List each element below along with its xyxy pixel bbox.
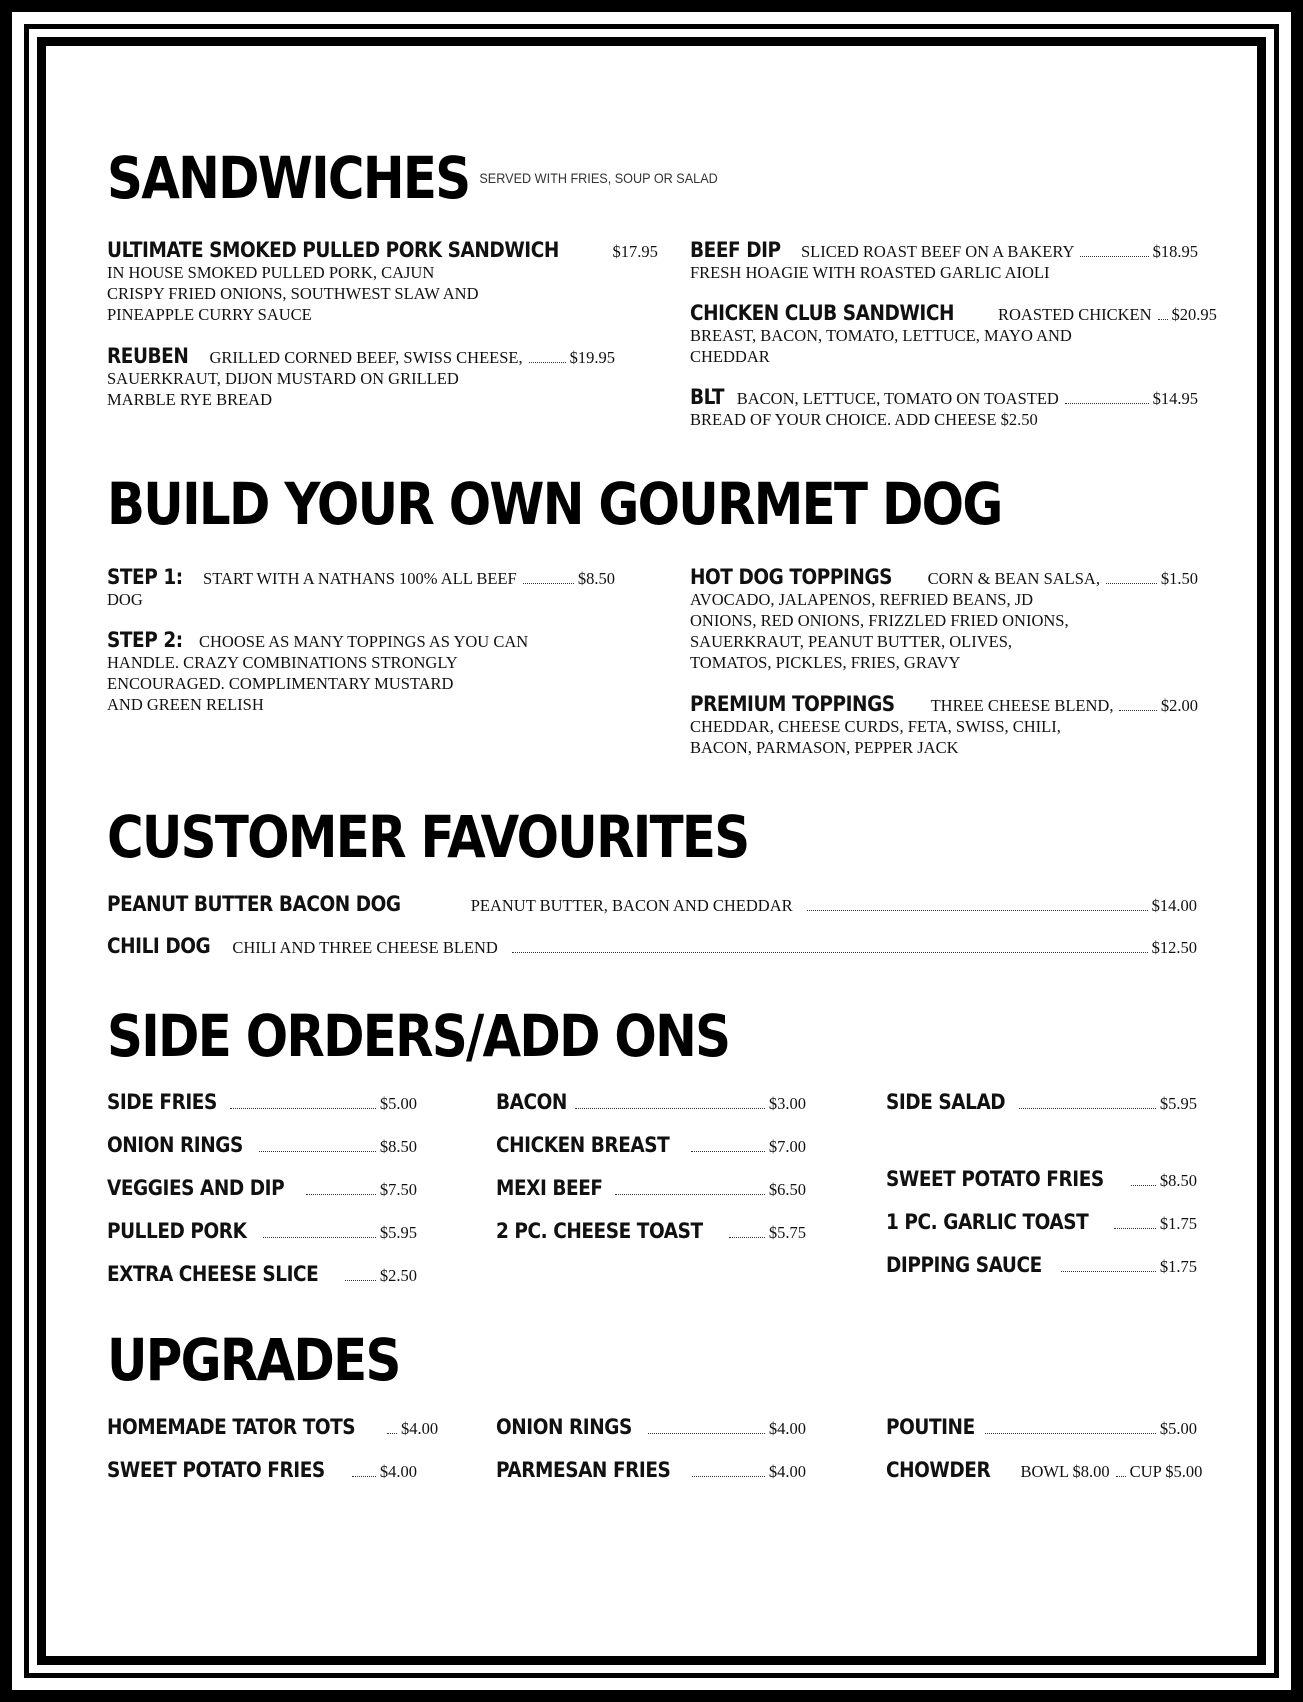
side-item xyxy=(107,1264,417,1286)
item-name: HOT DOG TOPPINGS xyxy=(690,565,893,589)
menu-item-chili-dog xyxy=(107,936,1197,958)
item-price: $2.50 xyxy=(379,1266,417,1285)
side-column-2 xyxy=(496,1092,806,1264)
side-item xyxy=(496,1135,806,1157)
dot-leader xyxy=(1019,1108,1155,1109)
side-item xyxy=(496,1092,806,1114)
item-desc: PINEAPPLE CURRY SAUCE xyxy=(107,305,312,324)
item-name: SIDE FRIES xyxy=(107,1090,217,1114)
item-desc: DOG xyxy=(107,590,143,609)
upgrade-item xyxy=(496,1460,806,1482)
item-desc: HANDLE. CRAZY COMBINATIONS STRONGLY xyxy=(107,653,458,672)
menu-item-step-2 xyxy=(107,630,615,715)
upgrade-item xyxy=(107,1415,439,1439)
dot-leader xyxy=(985,1433,1156,1434)
item-price: $5.95 xyxy=(379,1223,417,1242)
section-title-sandwiches xyxy=(107,144,719,212)
dot-leader xyxy=(1131,1185,1155,1186)
item-desc: CHEDDAR xyxy=(690,347,770,366)
sandwiches-subtitle: SERVED WITH FRIES, SOUP OR SALAD xyxy=(479,170,719,186)
item-inline-desc: CHOOSE AS MANY TOPPINGS AS YOU CAN xyxy=(199,632,529,651)
section-title-gourmet-dog: BUILD YOUR OWN GOURMET DOG xyxy=(107,470,1002,538)
side-item xyxy=(886,1169,1197,1191)
menu-item-chicken-club xyxy=(690,301,1217,367)
dot-leader xyxy=(691,1151,765,1152)
item-name: CHOWDER xyxy=(886,1458,991,1482)
item-name: REUBEN xyxy=(107,344,189,368)
item-name: 2 PC. CHEESE TOAST xyxy=(496,1219,703,1243)
item-desc: TOMATOS, PICKLES, FRIES, GRAVY xyxy=(690,653,961,672)
item-name: STEP 2: xyxy=(107,628,183,652)
side-column-3 xyxy=(886,1092,1197,1298)
item-price: $4.00 xyxy=(768,1462,806,1481)
side-item xyxy=(496,1221,806,1243)
item-desc: BACON, PARMASON, PEPPER JACK xyxy=(690,738,959,757)
item-desc: SAUERKRAUT, DIJON MUSTARD ON GRILLED xyxy=(107,369,459,388)
dot-leader xyxy=(306,1194,376,1195)
upgrade-column-3 xyxy=(886,1415,1203,1503)
upgrade-column-1 xyxy=(107,1415,439,1503)
item-name: PEANUT BUTTER BACON DOG xyxy=(107,892,401,916)
item-name: STEP 1: xyxy=(107,565,183,589)
item-price: $4.00 xyxy=(768,1419,806,1438)
dot-leader xyxy=(1061,1271,1156,1272)
dot-leader xyxy=(512,952,1148,953)
item-price: $8.50 xyxy=(1159,1171,1197,1190)
item-price: $5.95 xyxy=(1159,1094,1197,1113)
item-name: SWEET POTATO FRIES xyxy=(107,1458,325,1482)
menu-item-hot-dog-toppings xyxy=(690,567,1198,673)
item-name: BEEF DIP xyxy=(690,238,781,262)
item-name: DIPPING SAUCE xyxy=(886,1253,1042,1277)
item-price: $19.95 xyxy=(569,348,615,367)
menu-item-premium-toppings xyxy=(690,694,1198,758)
menu-item-blt xyxy=(690,387,1198,430)
side-item xyxy=(886,1255,1197,1277)
item-price: $5.00 xyxy=(1159,1419,1197,1438)
dot-leader xyxy=(575,1108,765,1109)
item-name: PREMIUM TOPPINGS xyxy=(690,692,895,716)
item-price: $17.95 xyxy=(612,242,658,261)
item-price: $6.50 xyxy=(768,1180,806,1199)
item-name: BLT xyxy=(690,385,725,409)
dot-leader xyxy=(807,910,1148,911)
dot-leader xyxy=(259,1151,375,1152)
side-item xyxy=(107,1092,417,1114)
section-title-upgrades: UPGRADES xyxy=(107,1326,400,1394)
section-title-sides: SIDE ORDERS/ADD ONS xyxy=(107,1002,730,1070)
item-price: $1.75 xyxy=(1159,1214,1197,1233)
item-name: VEGGIES AND DIP xyxy=(107,1176,285,1200)
item-name: EXTRA CHEESE SLICE xyxy=(107,1262,319,1286)
item-inline-desc: GRILLED CORNED BEEF, SWISS CHEESE, xyxy=(209,348,523,367)
item-desc: FRESH HOAGIE WITH ROASTED GARLIC AIOLI xyxy=(690,263,1050,282)
upgrade-item xyxy=(107,1460,417,1482)
item-price: $7.00 xyxy=(768,1137,806,1156)
item-name: CHICKEN CLUB SANDWICH xyxy=(690,301,954,325)
item-price: $1.50 xyxy=(1160,569,1198,588)
dot-leader xyxy=(1080,256,1148,257)
item-desc: MARBLE RYE BREAD xyxy=(107,390,273,409)
item-price: $20.95 xyxy=(1171,305,1217,324)
item-name: BACON xyxy=(496,1090,567,1114)
item-price: $1.75 xyxy=(1159,1257,1197,1276)
item-desc: ONIONS, RED ONIONS, FRIZZLED FRIED ONIONS, xyxy=(690,611,1069,630)
item-inline-desc: BOWL $8.00 xyxy=(1020,1462,1110,1481)
menu-item-step-1 xyxy=(107,567,615,610)
item-inline-desc: THREE CHEESE BLEND, xyxy=(930,696,1114,715)
item-desc: BREAD OF YOUR CHOICE. ADD CHEESE $2.50 xyxy=(690,410,1038,429)
dot-leader xyxy=(692,1476,765,1477)
item-price: $12.50 xyxy=(1151,938,1197,957)
menu-item-beef-dip xyxy=(690,240,1198,283)
item-price: $5.00 xyxy=(379,1094,417,1113)
sandwiches-title-text: SANDWICHES xyxy=(107,144,470,212)
item-price: $14.95 xyxy=(1152,389,1198,408)
item-inline-desc: CORN & BEAN SALSA, xyxy=(927,569,1100,588)
item-desc: CRISPY FRIED ONIONS, SOUTHWEST SLAW AND xyxy=(107,284,479,303)
upgrade-item xyxy=(886,1417,1197,1439)
item-inline-desc: CHILI AND THREE CHEESE BLEND xyxy=(232,938,498,957)
item-desc: ENCOURAGED. COMPLIMENTARY MUSTARD xyxy=(107,674,454,693)
item-inline-desc: PEANUT BUTTER, BACON AND CHEDDAR xyxy=(470,896,793,915)
dot-leader xyxy=(1106,583,1157,584)
item-desc: SAUERKRAUT, PEANUT BUTTER, OLIVES, xyxy=(690,632,1013,651)
dot-leader xyxy=(648,1433,764,1434)
item-name: CHILI DOG xyxy=(107,934,211,958)
side-item xyxy=(107,1178,417,1200)
dot-leader xyxy=(352,1476,375,1477)
side-item xyxy=(496,1178,806,1200)
item-name: HOMEMADE TATOR TOTS xyxy=(107,1415,356,1439)
item-name: PULLED PORK xyxy=(107,1219,247,1243)
section-title-favourites: CUSTOMER FAVOURITES xyxy=(107,803,749,871)
item-name: MEXI BEEF xyxy=(496,1176,603,1200)
menu-item-peanut-butter-bacon-dog xyxy=(107,894,1197,916)
item-name: 1 PC. GARLIC TOAST xyxy=(886,1210,1089,1234)
item-price: $2.00 xyxy=(1160,696,1198,715)
item-name: ONION RINGS xyxy=(107,1133,243,1157)
item-inline-desc: ROASTED CHICKEN xyxy=(997,305,1152,324)
item-name: SWEET POTATO FRIES xyxy=(886,1167,1104,1191)
item-name: PARMESAN FRIES xyxy=(496,1458,671,1482)
menu-item-pulled-pork xyxy=(107,238,658,325)
item-price: $8.50 xyxy=(577,569,615,588)
item-name: SIDE SALAD xyxy=(886,1090,1006,1114)
item-price: $14.00 xyxy=(1151,896,1197,915)
item-name: ONION RINGS xyxy=(496,1415,632,1439)
dot-leader xyxy=(1158,319,1168,320)
item-price: $4.00 xyxy=(401,1419,439,1438)
dot-leader xyxy=(1065,403,1149,404)
dot-leader xyxy=(345,1280,376,1281)
item-desc: BREAST, BACON, TOMATO, LETTUCE, MAYO AND xyxy=(690,326,1072,345)
side-column-1 xyxy=(107,1092,417,1307)
item-desc: IN HOUSE SMOKED PULLED PORK, CAJUN xyxy=(107,263,435,282)
item-desc: AVOCADO, JALAPENOS, REFRIED BEANS, JD xyxy=(690,590,1034,609)
item-desc: AND GREEN RELISH xyxy=(107,695,264,714)
item-price: $3.00 xyxy=(768,1094,806,1113)
dot-leader xyxy=(1114,1228,1156,1229)
item-price: $18.95 xyxy=(1152,242,1198,261)
upgrade-item xyxy=(886,1458,1203,1482)
dot-leader xyxy=(1119,710,1156,711)
item-price: $8.50 xyxy=(379,1137,417,1156)
item-price: $5.75 xyxy=(768,1223,806,1242)
item-inline-desc: SLICED ROAST BEEF ON A BAKERY xyxy=(801,242,1075,261)
upgrade-column-2 xyxy=(496,1417,806,1503)
dot-leader xyxy=(263,1237,375,1238)
side-item xyxy=(886,1092,1197,1114)
item-name: ULTIMATE SMOKED PULLED PORK SANDWICH xyxy=(107,238,559,262)
dot-leader xyxy=(615,1194,765,1195)
item-price: CUP $5.00 xyxy=(1129,1462,1203,1481)
dot-leader xyxy=(1116,1476,1126,1477)
upgrade-item xyxy=(496,1417,806,1439)
item-price: $4.00 xyxy=(379,1462,417,1481)
dot-leader xyxy=(387,1433,397,1434)
side-item xyxy=(107,1135,417,1157)
item-name: CHICKEN BREAST xyxy=(496,1133,670,1157)
menu-item-reuben xyxy=(107,346,615,410)
item-name: POUTINE xyxy=(886,1415,975,1439)
dot-leader xyxy=(729,1237,765,1238)
side-item xyxy=(886,1212,1197,1234)
dot-leader xyxy=(529,362,566,363)
item-inline-desc: BACON, LETTUCE, TOMATO ON TOASTED xyxy=(736,389,1059,408)
dot-leader xyxy=(523,583,574,584)
item-inline-desc: START WITH A NATHANS 100% ALL BEEF xyxy=(203,569,517,588)
dot-leader xyxy=(230,1108,376,1109)
item-desc: CHEDDAR, CHEESE CURDS, FETA, SWISS, CHILI, xyxy=(690,717,1061,736)
side-item xyxy=(107,1221,417,1243)
item-price: $7.50 xyxy=(379,1180,417,1199)
